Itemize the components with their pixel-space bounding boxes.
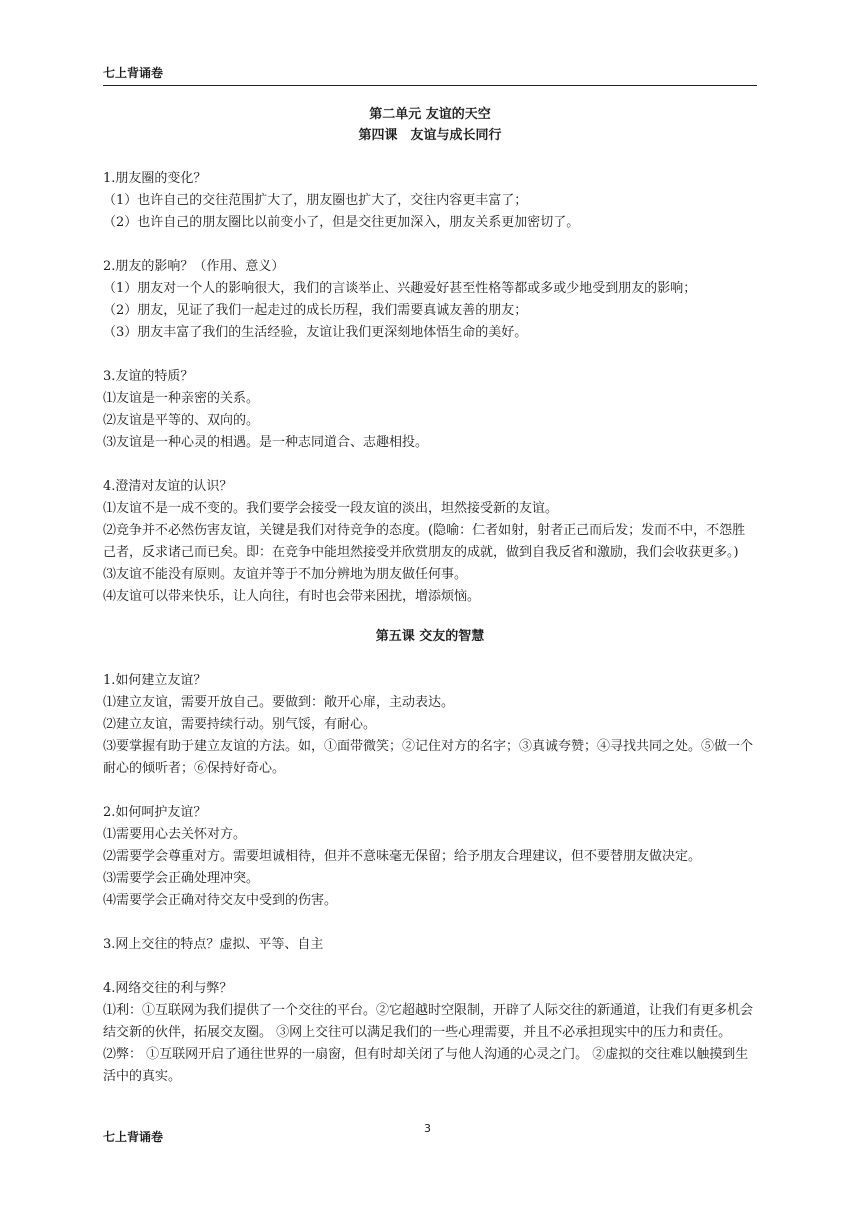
question: 3.网上交往的特点？虚拟、平等、自主 — [103, 937, 324, 952]
lesson-4-content — [103, 168, 757, 608]
question: 3.友谊的特质？ — [103, 369, 194, 384]
question: 1.朋友圈的变化？ — [103, 171, 207, 186]
lesson-5-section-4 — [103, 978, 757, 1088]
lesson-4-title: 第四课 友谊与成长同行 — [358, 128, 502, 143]
page-header: 七上背诵卷 — [103, 64, 757, 86]
answer-line: ⑶要掌握有助于建立友谊的方法。如，①面带微笑；②记住对方的名字；③真诚夸赞；④寻找共同之处。⑤做一个耐心的倾听者；⑥保持好奇心。 — [103, 739, 754, 776]
answer-line: ⑶友谊不能没有原则。友谊并等于不加分辨地为朋友做任何事。 — [103, 567, 468, 582]
question: 2.如何呵护友谊？ — [103, 805, 207, 820]
answer-line: ⑴友谊是一种亲密的关系。 — [103, 391, 260, 406]
unit-title: 第二单元 友谊的天空 — [369, 107, 491, 122]
lesson-4-section-4 — [103, 476, 757, 608]
answer-line: ⑴利：①互联网为我们提供了一个交往的平台。②它超越时空限制，开辟了人际交往的新通道，让我们有更多机会结交新的伙伴，拓展交友圈。 ③网上交往可以满足我们的一些心理需要，并且不必承担现实中的压力和责任。 — [103, 1003, 754, 1040]
answer-line: ⑴建立友谊，需要开放自己。要做到：敞开心扉，主动表达。 — [103, 695, 455, 710]
answer-line: （1）也许自己的交往范围扩大了，朋友圈也扩大了，交往内容更丰富了； — [103, 193, 528, 208]
page-footer: 七上背诵卷 — [103, 1130, 164, 1144]
answer-line: （2）朋友，见证了我们一起走过的成长历程，我们需要真诚友善的朋友； — [103, 303, 528, 318]
answer-line: ⑵友谊是平等的、双向的。 — [103, 413, 260, 428]
lesson-5-section-3 — [103, 934, 757, 956]
question: 2.朋友的影响？（作用、意义） — [103, 259, 285, 274]
answer-line: ⑷需要学会正确对待交友中受到的伤害。 — [103, 893, 338, 908]
answer-line: ⑵建立友谊，需要持续行动。别气馁，有耐心。 — [103, 717, 377, 732]
answer-line: ⑷友谊可以带来快乐，让人向往，有时也会带来困扰，增添烦恼。 — [103, 589, 481, 604]
lesson-5-title: 第五课 交友的智慧 — [375, 629, 485, 644]
answer-line: ⑵竞争并不必然伤害友谊，关键是我们对待竞争的态度。(隐喻：仁者如射，射者正己而后发；发而不中，不怨胜己者，反求诸己而已矣。即：在竞争中能坦然接受并欣赏朋友的成就，做到自我反省和激励，我们会收获更多。) — [103, 523, 746, 560]
answer-line: ⑶需要学会正确处理冲突。 — [103, 871, 260, 886]
question: 1.如何建立友谊？ — [103, 673, 207, 688]
lesson-5-section-2 — [103, 802, 757, 912]
lesson-5-content — [103, 670, 757, 1088]
lesson-4-section-2 — [103, 256, 757, 344]
question: 4.澄清对友谊的认识？ — [103, 479, 233, 494]
answer-line: （3）朋友丰富了我们的生活经验，友谊让我们更深刻地体悟生命的美好。 — [103, 325, 528, 340]
page-number: 3 — [424, 1122, 431, 1135]
lesson-4-section-3 — [103, 366, 757, 454]
answer-line: ⑶友谊是一种心灵的相遇。是一种志同道合、志趣相投。 — [103, 435, 429, 450]
answer-line: ⑴友谊不是一成不变的。我们要学会接受一段友谊的淡出，坦然接受新的友谊。 — [103, 501, 559, 516]
question: 4.网络交往的利与弊？ — [103, 981, 233, 996]
answer-line: （1）朋友对一个人的影响很大，我们的言谈举止、兴趣爱好甚至性格等都或多或少地受到朋友的影响； — [103, 281, 697, 296]
answer-line: ⑵弊： ①互联网开启了通往世界的一扇窗，但有时却关闭了与他人沟通的心灵之门。 ②虚拟的交往难以触摸到生活中的真实。 — [103, 1047, 749, 1084]
document-body — [103, 104, 757, 1088]
answer-line: （2）也许自己的朋友圈比以前变小了，但是交往更加深入，朋友关系更加密切了。 — [103, 215, 580, 230]
answer-line: ⑴需要用心去关怀对方。 — [103, 827, 247, 842]
lesson-4-section-1 — [103, 168, 757, 234]
lesson-5-section-1 — [103, 670, 757, 780]
answer-line: ⑵需要学会尊重对方。需要坦诚相待，但并不意味毫无保留；给予朋友合理建议，但不要替朋友做决定。 — [103, 849, 702, 864]
